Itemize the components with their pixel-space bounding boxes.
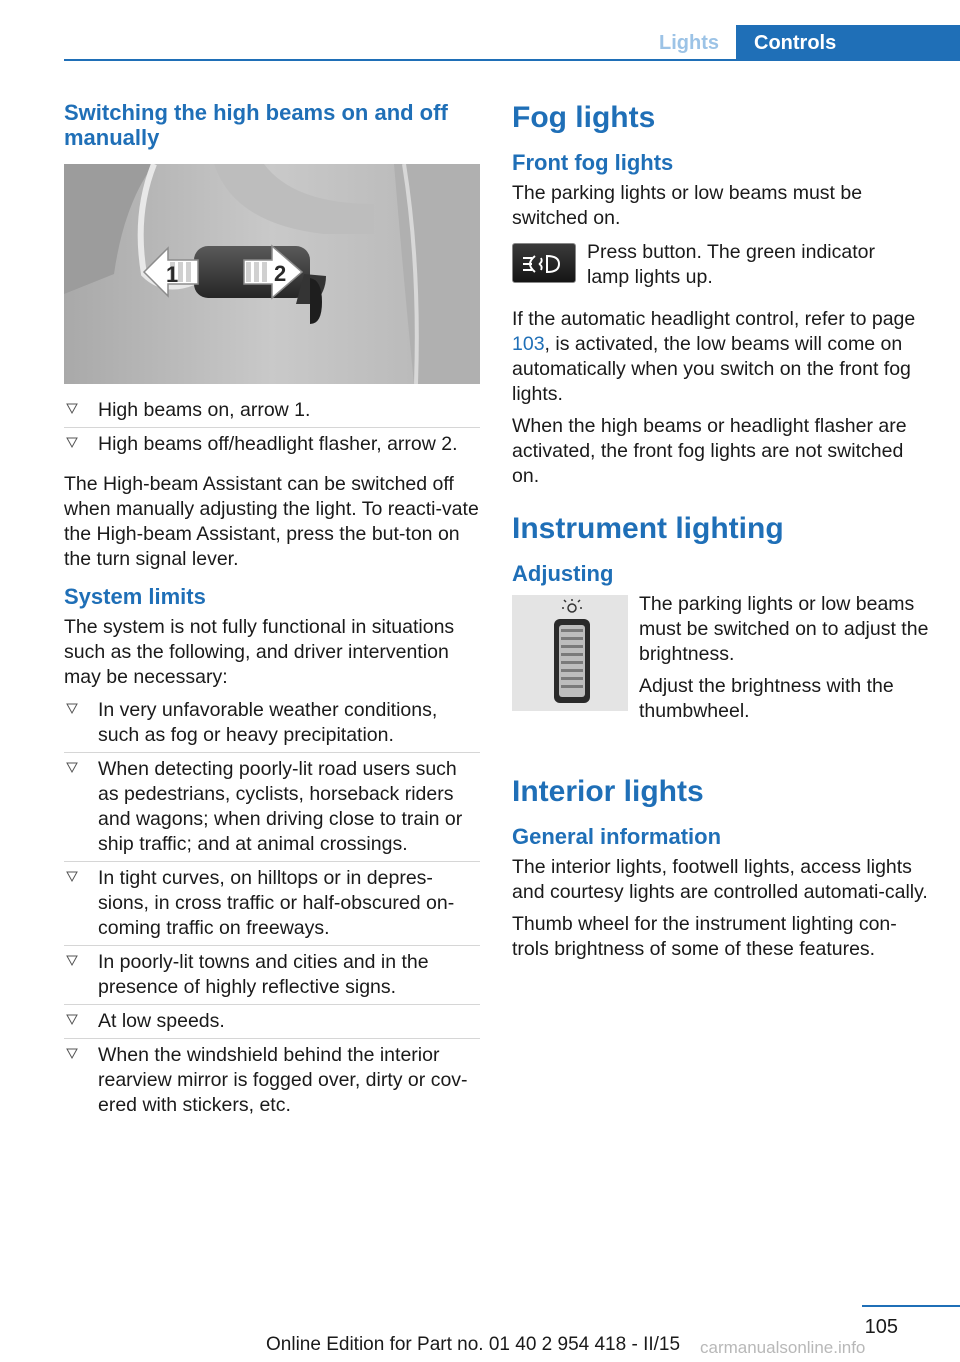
page-103-link[interactable]: 103: [512, 333, 545, 355]
fog-light-button[interactable]: [512, 243, 576, 283]
edition-line: Online Edition for Part no. 01 40 2 954 418 - II/15: [266, 1334, 681, 1355]
instrument-lighting-heading: Instrument lighting: [512, 512, 784, 545]
triangle-bullet-icon: [66, 1014, 78, 1026]
adjusting-text: [639, 592, 929, 724]
front-fog-lights-heading: Front fog lights: [512, 150, 674, 175]
fog-light-icon: [513, 244, 577, 284]
list-item-text: In tight curves, on hilltops or in depres‐sions, in cross traffic or half-obscured on‐coming traffic on freeways.: [98, 867, 455, 939]
list-item-text: High beams off/headlight flasher, arrow 2.: [98, 433, 458, 455]
list-item: [64, 946, 480, 1005]
list-item: [64, 694, 480, 753]
adjusting-row: [512, 595, 932, 724]
triangle-bullet-icon: [66, 955, 78, 967]
high-beams-steps: [64, 394, 480, 461]
thumbwheel-illustration: [512, 595, 628, 711]
list-item: [64, 394, 480, 428]
right-column: [512, 100, 932, 962]
list-item-text: At low speeds.: [98, 1010, 225, 1032]
page-number: 105: [864, 1316, 898, 1338]
high-beams-heading: Switching the high beams on and off manually: [64, 100, 448, 150]
arrow-1-label: 1: [166, 262, 179, 287]
list-item-text: High beams on, arrow 1.: [98, 399, 311, 421]
page-header: [64, 25, 960, 61]
system-limits-list: [64, 694, 480, 1122]
header-section-lights[interactable]: Lights: [659, 32, 719, 54]
automatic-headlight-note: [512, 307, 932, 407]
high-beam-assistant-note: The High-beam Assistant can be switched off when manually adjusting the light. To reacti‐vate the High-beam Assistant, press the but‐ton on the turn signal lever.: [64, 473, 479, 570]
fog-lights-heading: Fog lights: [512, 101, 656, 134]
thumbwheel-note: Thumb wheel for the instrument lighting con‐trols brightness of some of these features.: [512, 913, 897, 960]
auto-text-after: , is activated, the low beams will come on automatically when you switch on the front fog lights.: [512, 333, 911, 405]
triangle-bullet-icon: [66, 762, 78, 774]
triangle-bullet-icon: [66, 403, 78, 415]
header-chapter-controls[interactable]: Controls: [736, 25, 960, 61]
high-beam-fog-note: When the high beams or headlight flasher are activated, the front fog lights are not switched on.: [512, 415, 907, 487]
system-limits-heading: System limits: [64, 584, 206, 609]
press-button-instruction: Press button. The green indicator lamp lights up.: [587, 241, 875, 288]
header-rule: [64, 59, 960, 61]
dimmer-icon: [562, 599, 582, 612]
list-item: [64, 428, 480, 461]
footer-rule: [862, 1305, 960, 1307]
front-fog-requirement: The parking lights or low beams must be switched on.: [512, 182, 863, 229]
triangle-bullet-icon: [66, 703, 78, 715]
list-item-text: In poorly-lit towns and cities and in the presence of highly reflective signs.: [98, 951, 429, 998]
list-item-text: When the windshield behind the interior rearview mirror is fogged over, dirty or cov‐ered with stickers, etc.: [98, 1044, 468, 1116]
thumbwheel-icon[interactable]: [512, 595, 628, 711]
triangle-bullet-icon: [66, 1048, 78, 1060]
adjusting-heading: Adjusting: [512, 561, 614, 586]
adjust-instruction: Adjust the brightness with the thumbwheel.: [639, 675, 894, 722]
list-item-text: When detecting poorly-lit road users such as pedestrians, cyclists, horseback riders and wagons; when driving close to train or ship traffic; and at animal crossings.: [98, 758, 463, 855]
watermark: carmanualsonline.info: [700, 1338, 866, 1357]
list-item-text: In very unfavorable weather conditions, such as fog or heavy precipitation.: [98, 699, 438, 746]
interior-lights-heading: Interior lights: [512, 775, 704, 808]
auto-text-before: If the automatic headlight control, refer to page: [512, 308, 916, 330]
general-information-heading: General information: [512, 824, 722, 849]
turn-signal-lever-illustration: [64, 164, 480, 384]
interior-lights-general: The interior lights, footwell lights, access lights and courtesy lights are controlled automati‐cally.: [512, 856, 928, 903]
left-column: [64, 100, 480, 1122]
arrow-2-label: 2: [274, 261, 287, 286]
list-item: [64, 1005, 480, 1039]
list-item: [64, 753, 480, 862]
triangle-bullet-icon: [66, 437, 78, 449]
triangle-bullet-icon: [66, 871, 78, 883]
lever-drawing: [64, 164, 480, 384]
adjust-requirement: The parking lights or low beams must be switched on to adjust the brightness.: [639, 593, 929, 665]
system-limits-intro: The system is not fully functional in situations such as the following, and driver intervention may be necessary:: [64, 616, 455, 688]
list-item: [64, 862, 480, 946]
fog-button-row: [512, 243, 932, 290]
list-item: [64, 1039, 480, 1122]
